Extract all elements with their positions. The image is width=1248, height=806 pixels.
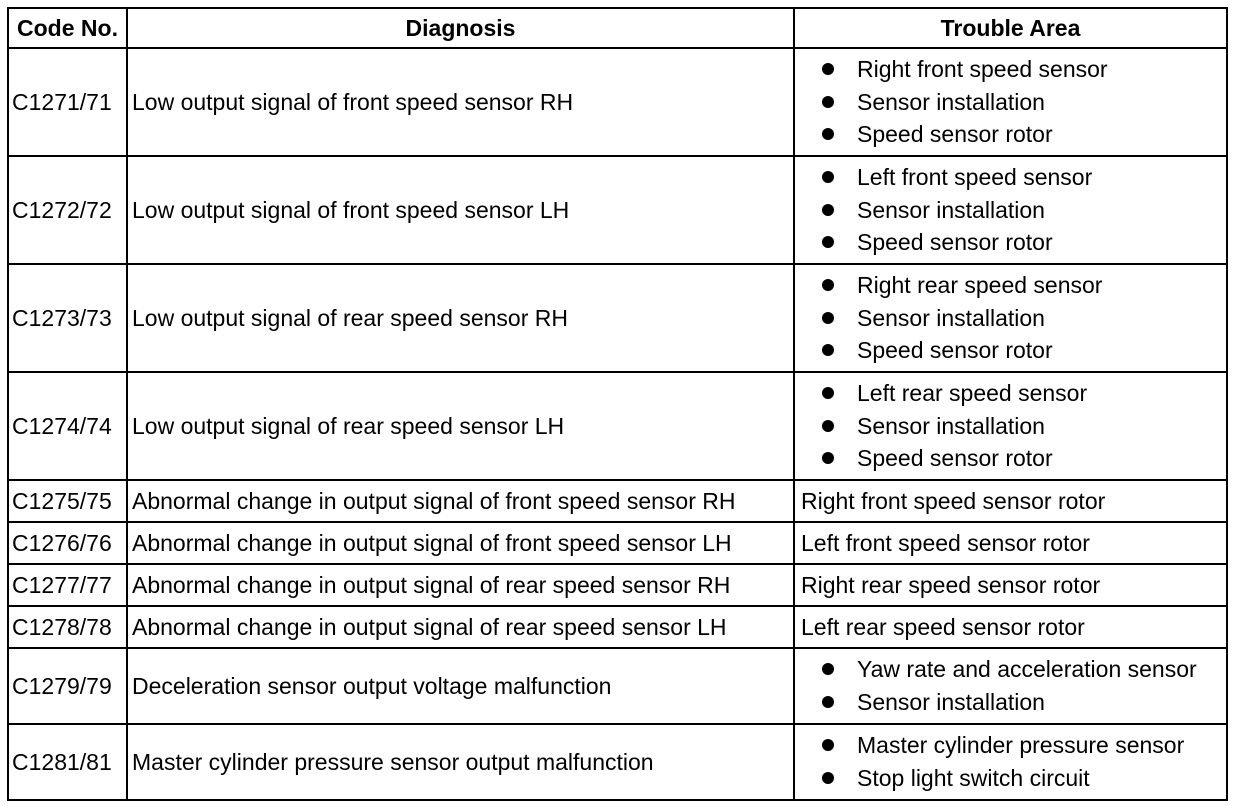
code-number-cell: C1274/74 xyxy=(8,372,127,480)
trouble-area-cell xyxy=(794,648,1227,724)
trouble-area-cell xyxy=(794,564,1227,606)
bullet-icon xyxy=(822,63,834,75)
list-item xyxy=(821,226,1221,259)
trouble-area-item-text: Speed sensor rotor xyxy=(857,337,1053,364)
trouble-area-item-text: Sensor installation xyxy=(857,88,1045,115)
trouble-area-cell xyxy=(794,372,1227,480)
list-item xyxy=(821,334,1221,367)
list-item xyxy=(821,53,1221,86)
trouble-area-cell xyxy=(794,522,1227,564)
trouble-area-item-text: Stop light switch circuit xyxy=(857,765,1090,791)
diagnosis-cell: Abnormal change in output signal of front speed sensor LH xyxy=(127,522,794,564)
bullet-icon xyxy=(822,772,834,784)
code-number-cell: C1271/71 xyxy=(8,48,127,156)
bullet-icon xyxy=(822,663,834,675)
trouble-area-cell xyxy=(794,48,1227,156)
table-row xyxy=(8,372,1227,480)
code-number-cell: C1273/73 xyxy=(8,264,127,372)
trouble-area-cell xyxy=(794,156,1227,264)
trouble-area-text: Left front speed sensor rotor xyxy=(801,529,1090,556)
code-number-cell: C1278/78 xyxy=(8,606,127,648)
diagnosis-cell: Master cylinder pressure sensor output malfunction xyxy=(127,724,794,800)
bullet-icon xyxy=(822,312,834,324)
diagnosis-cell: Low output signal of front speed sensor RH xyxy=(127,48,794,156)
code-number-cell: C1277/77 xyxy=(8,564,127,606)
list-item xyxy=(821,377,1221,410)
trouble-area-item-text: Speed sensor rotor xyxy=(857,445,1053,472)
trouble-area-text: Right front speed sensor rotor xyxy=(801,487,1106,514)
header-diagnosis: Diagnosis xyxy=(127,8,794,48)
bullet-icon xyxy=(822,204,834,216)
code-number-cell: C1275/75 xyxy=(8,480,127,522)
list-item xyxy=(821,729,1221,762)
diagnostic-code-table xyxy=(7,7,1228,801)
trouble-area-item-text: Sensor installation xyxy=(857,196,1045,223)
list-item xyxy=(821,161,1221,194)
trouble-area-cell xyxy=(794,724,1227,800)
trouble-area-item-text: Speed sensor rotor xyxy=(857,229,1053,256)
diagnosis-cell: Abnormal change in output signal of rear speed sensor LH xyxy=(127,606,794,648)
trouble-area-list xyxy=(801,729,1221,795)
trouble-area-list xyxy=(801,653,1221,719)
table-row xyxy=(8,522,1227,564)
code-number-cell: C1272/72 xyxy=(8,156,127,264)
list-item xyxy=(821,442,1221,475)
table-row xyxy=(8,264,1227,372)
list-item xyxy=(821,302,1221,335)
trouble-area-item-text: Master cylinder pressure sensor xyxy=(857,732,1185,759)
trouble-area-item-text: Right rear speed sensor xyxy=(857,271,1103,298)
trouble-area-item-text: Sensor installation xyxy=(857,689,1045,715)
trouble-area-cell xyxy=(794,264,1227,372)
bullet-icon xyxy=(822,236,834,248)
table-row xyxy=(8,564,1227,606)
table-row xyxy=(8,48,1227,156)
code-number-cell: C1276/76 xyxy=(8,522,127,564)
table-row xyxy=(8,156,1227,264)
list-item xyxy=(821,653,1221,686)
trouble-area-item-text: Yaw rate and acceleration sensor xyxy=(857,656,1197,683)
trouble-area-list xyxy=(801,53,1221,152)
diagnosis-cell: Low output signal of front speed sensor LH xyxy=(127,156,794,264)
trouble-area-item-text: Sensor installation xyxy=(857,412,1045,439)
trouble-area-item-text: Sensor installation xyxy=(857,304,1045,331)
table-body xyxy=(8,48,1227,800)
bullet-icon xyxy=(822,128,834,140)
trouble-area-item-text: Left rear speed sensor xyxy=(857,379,1088,406)
code-number-cell: C1279/79 xyxy=(8,648,127,724)
code-number-cell: C1281/81 xyxy=(8,724,127,800)
bullet-icon xyxy=(822,696,834,708)
trouble-area-item-text: Right front speed sensor xyxy=(857,55,1108,82)
list-item xyxy=(821,686,1221,719)
diagnosis-cell: Abnormal change in output signal of rear speed sensor RH xyxy=(127,564,794,606)
bullet-icon xyxy=(822,171,834,183)
header-code-no: Code No. xyxy=(8,8,127,48)
header-row xyxy=(8,8,1227,48)
trouble-area-list xyxy=(801,161,1221,260)
diagnosis-cell: Deceleration sensor output voltage malfunction xyxy=(127,648,794,724)
diagnosis-cell: Abnormal change in output signal of front speed sensor RH xyxy=(127,480,794,522)
trouble-area-item-text: Speed sensor rotor xyxy=(857,121,1053,148)
list-item xyxy=(821,762,1221,795)
table-row xyxy=(8,648,1227,724)
list-item xyxy=(821,194,1221,227)
table-row xyxy=(8,724,1227,800)
table-row xyxy=(8,606,1227,648)
trouble-area-list xyxy=(801,377,1221,476)
table-row xyxy=(8,480,1227,522)
header-trouble-area: Trouble Area xyxy=(794,8,1227,48)
trouble-area-cell xyxy=(794,480,1227,522)
bullet-icon xyxy=(822,387,834,399)
bullet-icon xyxy=(822,344,834,356)
trouble-area-item-text: Left front speed sensor xyxy=(857,163,1093,190)
bullet-icon xyxy=(822,739,834,751)
trouble-area-cell xyxy=(794,606,1227,648)
bullet-icon xyxy=(822,420,834,432)
list-item xyxy=(821,86,1221,119)
bullet-icon xyxy=(822,279,834,291)
bullet-icon xyxy=(822,96,834,108)
bullet-icon xyxy=(822,452,834,464)
list-item xyxy=(821,410,1221,443)
diagnosis-cell: Low output signal of rear speed sensor RH xyxy=(127,264,794,372)
trouble-area-text: Left rear speed sensor rotor xyxy=(801,613,1085,640)
diagnosis-cell: Low output signal of rear speed sensor LH xyxy=(127,372,794,480)
list-item xyxy=(821,269,1221,302)
trouble-area-list xyxy=(801,269,1221,368)
list-item xyxy=(821,118,1221,151)
trouble-area-text: Right rear speed sensor rotor xyxy=(801,571,1101,598)
